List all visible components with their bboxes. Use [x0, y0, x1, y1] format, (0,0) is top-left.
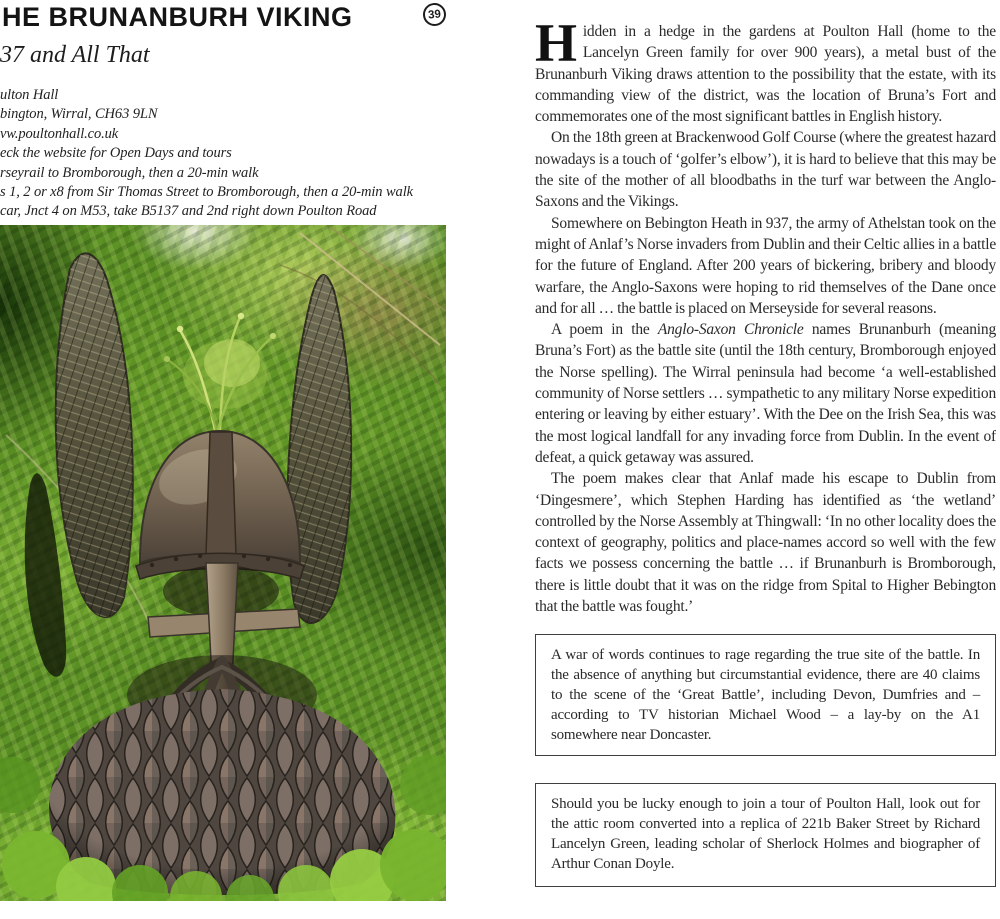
detail-line-bus: s 1, 2 or x8 from Sir Thomas Street to Bromborough, then a 20-min walk	[0, 184, 413, 201]
paragraph-3: Somewhere on Bebington Heath in 937, the army of Athelstan took on the might of Anlaf’s Norse invaders from Dublin and their Celtic allies in a battle for the future of England. After 200 years of bickering, bribery and bloody warfare, the Anglo-Saxons were hoping to rid themselves of the Dane once and for all … the battle is placed on Merseyside for several reasons.	[535, 214, 996, 317]
paragraph-5: The poem makes clear that Anlaf made his escape to Dublin from ‘Dingesmere’, which Stephen Harding has identified as ‘the wetland’ controlled by the Norse Assembly at Thingwall: ‘In no other locality does the context of geography, politics and place-names accord so well with the few facts we possess concerning the battle … if Brunanburh is Bromborough, there is little doubt that it was on the ridge from Spital to Higher Bebington that the battle was fought.’	[535, 470, 996, 616]
viking-sculpture-illustration	[0, 225, 446, 901]
drop-cap: H	[535, 21, 577, 73]
paragraph-4: A poem in the Anglo-Saxon Chronicle names Brunanburh (meaning Bruna’s Fort) as the battle site (until the 18th century, Bromborough enjoyed the Norse spelling). The Wirral peninsula had become ‘a well-established community of Norse settlers … sympathetic to any military Norse expedition entering or leaving by either estuary’. With the Dee on the Irish Sea, this was the most logical landfall for any invading force from Dublin. In the event of defeat, a quick getaway was assured.	[535, 321, 996, 466]
paragraph-2: On the 18th green at Brackenwood Golf Course (where the greatest hazard nowadays is a touch of ‘golfer’s elbow’), it is hard to believe that this may be the site of the mother of all bloodbaths in the turf war between the Anglo-Saxons and the Vikings.	[535, 129, 996, 211]
paragraph-1: Hidden in a hedge in the gardens at Poulton Hall (home to the Lancelyn Green family for over 900 years), a metal bust of the Brunanburh Viking draws attention to the possibility that the estate, with its commanding view of the district, was the location of Bruna’s Fort and commemorates one of the most significant battles in English history.	[535, 21, 996, 126]
viking-bust-photo	[0, 225, 446, 901]
foliage-sprigs	[164, 313, 276, 430]
detail-line-opening: eck the website for Open Days and tours	[0, 145, 232, 162]
visitor-details-list	[0, 86, 413, 222]
page-subtitle: 37 and All That	[0, 42, 150, 68]
viking-helmet	[136, 431, 304, 579]
page-number-badge: 39	[422, 2, 447, 27]
sidebar-note-battle-site: A war of words continues to rage regarding the true site of the battle. In the absence of anything but circumstantial evidence, there are 40 claims to the scene of the ‘Great Battle’, including Devon, Dumfries and – according to TV historian Michael Wood – a lay-by on the A1 somewhere near Doncaster.	[535, 634, 996, 756]
left-dark-plume	[25, 473, 66, 677]
detail-line-venue: ulton Hall	[0, 87, 59, 103]
left-wing	[56, 253, 133, 617]
article-body	[535, 21, 996, 633]
detail-line-website: vw.poultonhall.co.uk	[0, 125, 119, 142]
detail-line-address: bington, Wirral, CH63 9LN	[0, 106, 158, 123]
detail-line-rail: rseyrail to Bromborough, then a 20-min walk	[0, 164, 259, 181]
sidebar-note-baker-street: Should you be lucky enough to join a tour of Poulton Hall, look out for the attic room converted into a replica of 221b Baker Street by Richard Lancelyn Green, leading scholar of Sherlock Holmes and biographer of Arthur Conan Doyle.	[535, 783, 996, 887]
page-title: HE BRUNANBURH VIKING	[2, 2, 353, 32]
detail-line-car: car, Jnct 4 on M53, take B5137 and 2nd right down Poulton Road	[0, 203, 377, 220]
chronicle-title-italic: Anglo-Saxon Chronicle	[657, 321, 804, 339]
